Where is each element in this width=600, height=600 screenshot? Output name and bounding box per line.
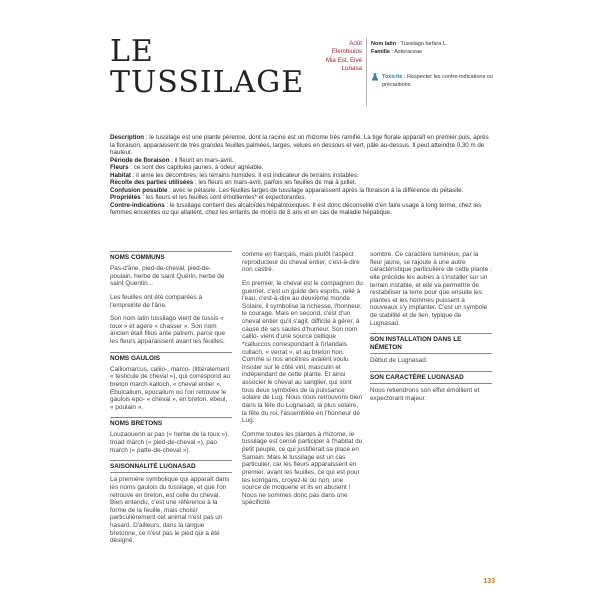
- entry-text: : avec le pétasite. Les feuilles larges de tussilage apparaissent après la floraison à la différence du pétasite.: [167, 186, 464, 194]
- description-entry: [110, 157, 495, 165]
- title-line-1: LE: [110, 34, 154, 69]
- section-heading: SON INSTALLATION DANS LE NÉMETON: [370, 333, 492, 354]
- entry-text: : le tussilage est une plante pérenne, dont la racine est un rhizome très ramifié. La tige florale apparaît en premier puis, après la floraison, apparaissent de très grandes feuilles palmées, larges, velues en dessous et vert, pâle au-dessus. Il peut atteindre 0,30 m de hauteur.: [110, 134, 489, 156]
- season-name: Mia Est, Eivé: [325, 56, 362, 64]
- entry-text: : il fleurit en mars-avril.: [169, 156, 234, 164]
- paragraph: Début de Lugnasad.: [370, 357, 428, 365]
- latin-name: [371, 40, 496, 48]
- entry-label: Fleurs: [110, 164, 129, 171]
- paragraph: La première symbolique qui apparaît dans les noms gaulois du tussilage, et que l'on retrouve en breton, est celle du cheval. Bien entendu, c'est une référence à la forme de la feuille, mais choisir particulièrement cet animal n'est pas un hasard. D'ailleurs, dans la langue bretonne, ce n'est pas le pied qui a été désigné,: [110, 476, 230, 545]
- botanical-names: [371, 40, 496, 56]
- title-line-2: TUSSILAGE: [110, 65, 305, 100]
- description-entry: [110, 179, 495, 187]
- flask-icon: [371, 73, 379, 81]
- section-heading: NOMS COMMUNS: [110, 251, 232, 262]
- paragraph: Nous retiendrons son effet émollient et expectorant majeur.: [370, 386, 480, 402]
- paragraph: sombre. Ce caractère lumineux, par la fleur jaune, se rajoute à une autre caractéristique particulière de cette plante : elle précède les autres à s'installer sur un terrain instable, et elle va permettre de restabiliser la terre pour que ensuite les plantes et les hommes puissent à nouveaux s'y implanter. C'est un symbole de stabilité et de lien, typique de Lugnasad.: [370, 251, 492, 327]
- description-entry: [110, 202, 495, 217]
- text-column-2: [242, 251, 364, 513]
- text-column-3: [370, 251, 492, 408]
- section-heading: SON CARACTÈRE LUGNASAD: [370, 371, 492, 384]
- description-entry: [110, 164, 495, 172]
- vertical-divider: [366, 38, 367, 106]
- plant-description: [110, 134, 495, 217]
- entry-text: : le tussilage contient des alcaloïdes hépatotoxiques. Il est donc déconseillé d'en faire usage à long terme, chez les femmes enceintes ou qui allaitent, chez les enfants de moins de 8 ans et en cas de maladie hépatique.: [110, 201, 482, 216]
- season-name: Elembiuios: [331, 48, 362, 56]
- entry-label: Description: [110, 134, 145, 141]
- entry-text: : les fleurs en mars-avril, parfois les feuilles de mai à juillet.: [193, 179, 357, 186]
- entry-text: : il aime les décombres, les terrains humides. Il est indicateur de terrains instables.: [130, 171, 359, 179]
- description-entry: [110, 172, 495, 180]
- paragraph: comme en français, mais plutôt l'aspect reproducteur du cheval entier, c'est-à-dire non castré.: [242, 251, 360, 274]
- season-name: Lúnasa: [341, 65, 362, 73]
- paragraph: Louzaouenn ar pas (« herbe de la toux »), troad march (« pied-de-cheval »), pao march (« patte-de-cheval »).: [110, 431, 230, 454]
- family-name-value: : Asteraceae: [389, 49, 423, 55]
- season-name: Août: [349, 40, 362, 47]
- entry-label: Habitat: [110, 171, 131, 179]
- description-entry: [110, 187, 495, 195]
- family-name: [371, 48, 496, 56]
- entry-label: Propriétés: [110, 194, 141, 201]
- entry-label: Période de floraison: [110, 156, 170, 164]
- paragraph: En premier, le cheval est le compagnon du guerrier, c'est un guide des esprits, relié à l'eau, c'est-à-dire au deuxième monde. Solaire, il symbolise la richesse, l'honneur, le courage. Mais en second, c'est d'un cheval entier qu'il s'agit, difficile à gérer, à cause de ses sautes d'humeur. Son nom calllo- vient d'une source celtique *calluccos correspondant à l'irlandais cullach, « verrat », et au breton hon. Comme si nos ancêtres avaient voulu insister sur le côté viril, masculin et indépendant de cette plante. Et ainsi associer le cheval au sanglier, qui sont tous deux symboles de la puissance solaire de Lug. Nous nous retrouvons bien dans la fête du Lugnasad, la plus solaire, la fête du roi, l'assemblée en l'honneur de Lug.: [242, 279, 363, 425]
- latin-name-value: : Tussilago farfara L.: [396, 41, 448, 47]
- section-heading: SAISONNALITÉ LUGNASAD: [110, 460, 232, 473]
- paragraph: Comme toutes les plantes à rhizome, le tussilage est censé participer à l'habitat du petit peuple, ce qui justifierait sa place en Samain. Mais le tussilage est un cas particulier, car les fleurs apparaissent en premier, avant les feuilles, ce qui est pour les korrigans, croyez-le ou non, une source de moquerie et ils en abusent ! Nous ne sommes donc pas dans une spécificité: [242, 430, 363, 507]
- latin-name-label: Nom latin: [371, 41, 397, 47]
- entry-label: Récolte des parties utilisées: [110, 179, 194, 186]
- section-heading: NOMS BRETONS: [110, 417, 232, 428]
- paragraph: Son nom latin tussilago vient de tussis « toux » et agere « chasser ». Son nom ancien était filius ante patrem, parce que les fleurs apparaissent avant les feuilles.: [110, 315, 226, 345]
- description-entry: [110, 194, 495, 202]
- page-title: [110, 36, 325, 98]
- toxicity-label: Toxicité: [382, 74, 403, 80]
- entry-text: : ce sont des capitules jaunes, à odeur agréable.: [128, 164, 264, 171]
- text-column-1: [110, 251, 232, 551]
- entry-text: : les fleurs et les feuilles sont émollientes* et expectorantes.: [140, 194, 307, 201]
- page-number: 133: [483, 578, 495, 585]
- entry-label: Contre-indications: [110, 201, 165, 209]
- toxicity-note: [382, 73, 494, 89]
- paragraph: Les feuilles ont été comparées à l'empreinte de l'âne.: [110, 293, 203, 309]
- paragraph: Calliomarcus, caliio-, marco- (littéralement « testicule de cheval »), qui correspond au breton march kalloch, « cheval entier ». Ebulcalium, epocalium où l'on retrouve le gaulois epo- « cheval », en breton, ebeul, « poulain ».: [110, 365, 231, 411]
- description-entry: [110, 134, 495, 157]
- entry-label: Confusion possible: [110, 186, 168, 194]
- season-names: [320, 40, 362, 74]
- toxicity-text: : Respecter les contre-indications ou précautions: [382, 74, 493, 89]
- section-heading: NOMS GAULOIS: [110, 352, 232, 363]
- family-name-label: Famille: [371, 49, 390, 55]
- paragraph: Pas-d'âne, pied-de-cheval, pied-de-poulain, herbe de saint Quérin, herbe de saint Quentin...: [110, 265, 225, 288]
